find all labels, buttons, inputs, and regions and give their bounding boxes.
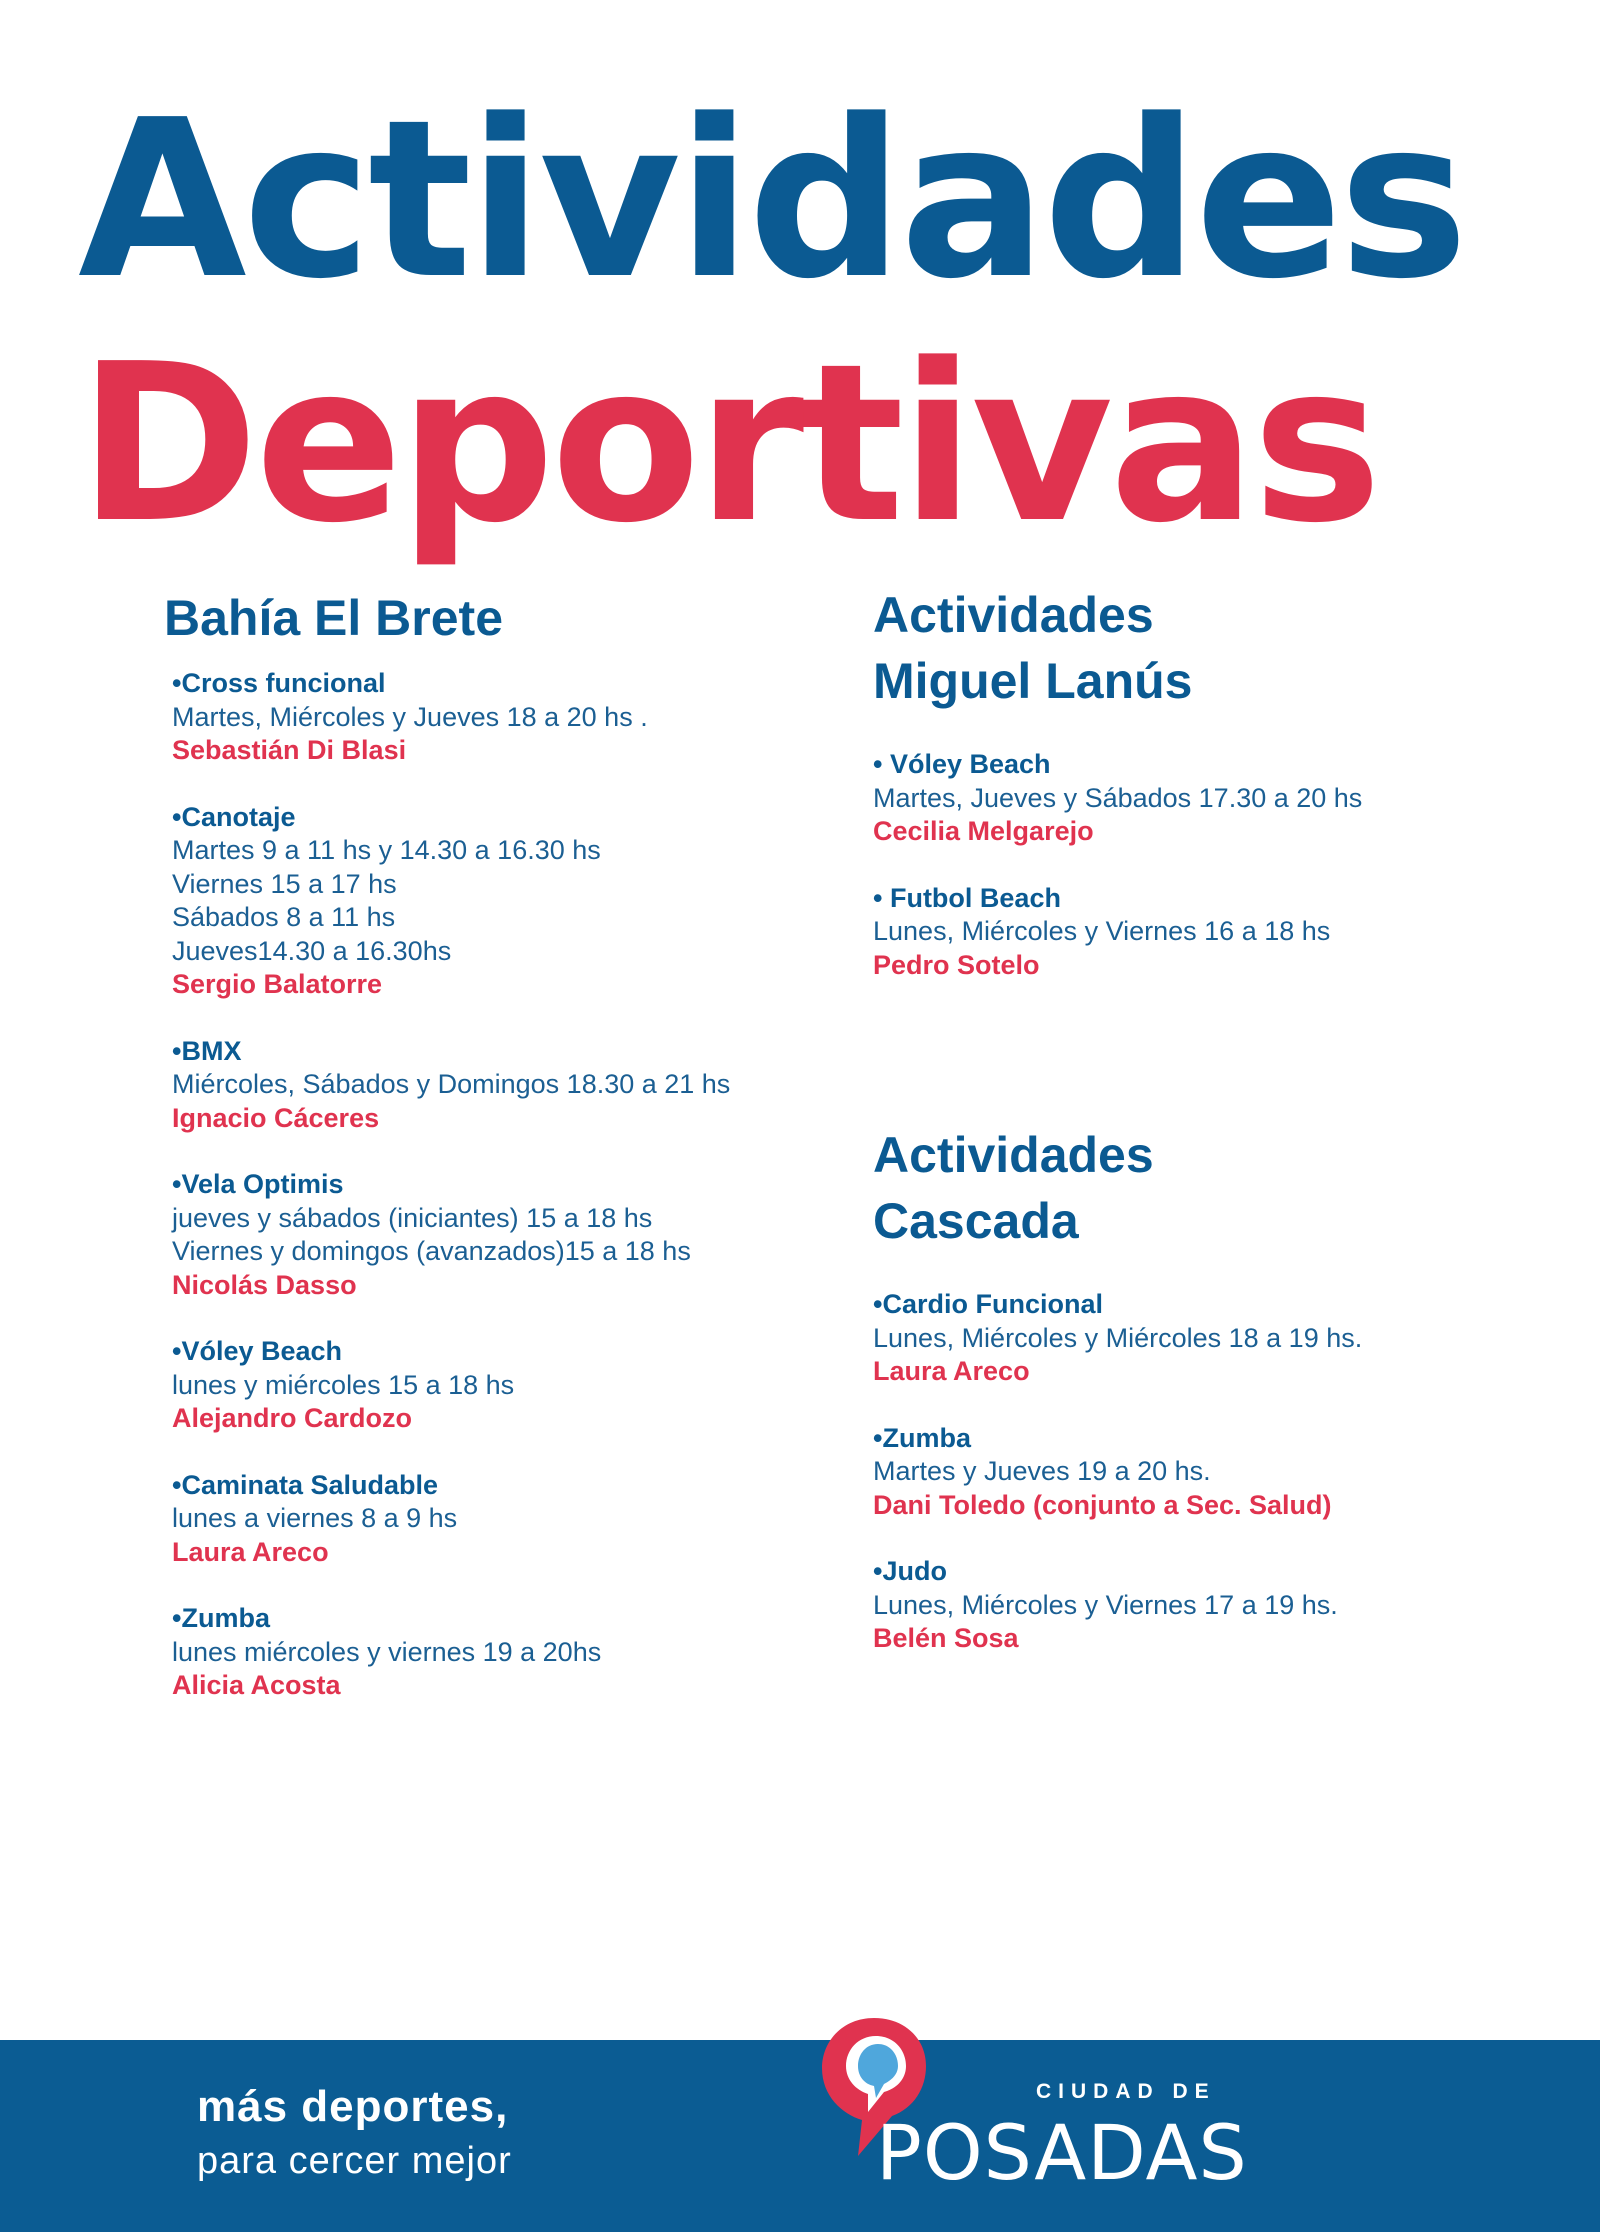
section-cascada — [873, 1122, 1513, 1689]
activity-instructor: Laura Areco — [873, 1356, 1030, 1386]
activity-instructor: Belén Sosa — [873, 1623, 1019, 1653]
activity-schedule: Viernes y domingos (avanzados)15 a 18 hs — [172, 1236, 691, 1266]
section-title — [873, 582, 1513, 714]
activity-item — [172, 1335, 814, 1436]
activity-instructor: Sebastián Di Blasi — [172, 735, 407, 765]
activity-name: • Vóley Beach — [873, 749, 1051, 779]
page-title-line1: Actividades — [78, 74, 1465, 327]
activity-name: •BMX — [172, 1035, 242, 1066]
activity-item — [172, 1168, 814, 1302]
activity-instructor: Alejandro Cardozo — [172, 1403, 413, 1433]
activity-schedule: lunes a viernes 8 a 9 hs — [172, 1503, 458, 1533]
activity-schedule: Lunes, Miércoles y Miércoles 18 a 19 hs. — [873, 1322, 1363, 1353]
activity-schedule: Martes, Miércoles y Jueves 18 a 20 hs . — [172, 701, 648, 732]
activity-name: •Caminata Saludable — [172, 1469, 439, 1500]
activity-instructor: Alicia Acosta — [172, 1670, 341, 1700]
activity-name: •Judo — [873, 1556, 947, 1586]
activity-list — [164, 667, 814, 1703]
activity-schedule: Miércoles, Sábados y Domingos 18.30 a 21 hs — [172, 1069, 731, 1099]
activity-item — [873, 1555, 1513, 1656]
activity-instructor: Dani Toledo (conjunto a Sec. Salud) — [873, 1489, 1332, 1520]
activity-item — [172, 667, 814, 768]
activity-schedule: lunes y miércoles 15 a 18 hs — [172, 1369, 515, 1400]
activity-item — [172, 1469, 814, 1570]
section-title-line1: Actividades — [873, 587, 1154, 643]
activity-item — [172, 1035, 814, 1136]
section-title-line1: Actividades — [873, 1127, 1154, 1183]
slogan-line2: para cercer mejor — [197, 2140, 512, 2182]
activity-schedule: Viernes 15 a 17 hs — [172, 868, 397, 899]
activity-schedule: Martes y Jueves 19 a 20 hs. — [873, 1456, 1211, 1486]
activity-item — [172, 801, 814, 1002]
activity-name: •Cross funcional — [172, 668, 386, 698]
page-title-line2: Deportivas — [78, 318, 1379, 571]
activity-schedule: jueves y sábados (iniciantes) 15 a 18 hs — [172, 1202, 653, 1233]
activity-instructor: Ignacio Cáceres — [172, 1102, 380, 1133]
activity-name: •Vela Optimis — [172, 1169, 344, 1199]
activity-schedule: Lunes, Miércoles y Viernes 16 a 18 hs — [873, 916, 1331, 946]
activity-list — [873, 748, 1513, 982]
section-title: Bahía El Brete — [164, 590, 504, 646]
activity-schedule: Sábados 8 a 11 hs — [172, 902, 396, 932]
activity-item — [873, 882, 1513, 983]
slogan-line1: más deportes, — [197, 2082, 509, 2131]
activity-instructor: Nicolás Dasso — [172, 1269, 357, 1300]
activity-instructor: Laura Areco — [172, 1536, 329, 1567]
logo-city-label: CIUDAD DE — [1036, 2080, 1216, 2103]
section-title-line2: Cascada — [873, 1193, 1079, 1249]
activity-name: • Futbol Beach — [873, 882, 1061, 913]
footer-banner — [0, 2040, 1600, 2232]
activity-list — [873, 1288, 1513, 1656]
section-miguel-lanus — [873, 582, 1513, 1015]
activity-schedule: Lunes, Miércoles y Viernes 17 a 19 hs. — [873, 1589, 1338, 1620]
activity-name: •Zumba — [873, 1422, 971, 1453]
activity-schedule: lunes miércoles y viernes 19 a 20hs — [172, 1636, 602, 1667]
activity-item — [873, 748, 1513, 849]
activity-name: •Cardio Funcional — [873, 1289, 1103, 1319]
activity-schedule: Jueves14.30 a 16.30hs — [172, 935, 452, 966]
activity-schedule: Martes 9 a 11 hs y 14.30 a 16.30 hs — [172, 835, 601, 865]
activity-name: •Zumba — [172, 1603, 270, 1633]
activity-name: •Vóley Beach — [172, 1336, 343, 1366]
section-bahia-el-brete — [164, 585, 814, 1736]
activity-schedule: Martes, Jueves y Sábados 17.30 a 20 hs — [873, 782, 1363, 813]
section-title — [873, 1122, 1513, 1254]
activity-item — [172, 1602, 814, 1703]
activity-item — [873, 1422, 1513, 1523]
activity-instructor: Pedro Sotelo — [873, 949, 1040, 980]
activity-instructor: Sergio Balatorre — [172, 969, 383, 999]
activity-item — [873, 1288, 1513, 1389]
section-title-line2: Miguel Lanús — [873, 653, 1193, 709]
logo-city-name: POSADAS — [876, 2108, 1248, 2197]
activity-name: •Canotaje — [172, 801, 296, 832]
activity-instructor: Cecilia Melgarejo — [873, 816, 1094, 846]
